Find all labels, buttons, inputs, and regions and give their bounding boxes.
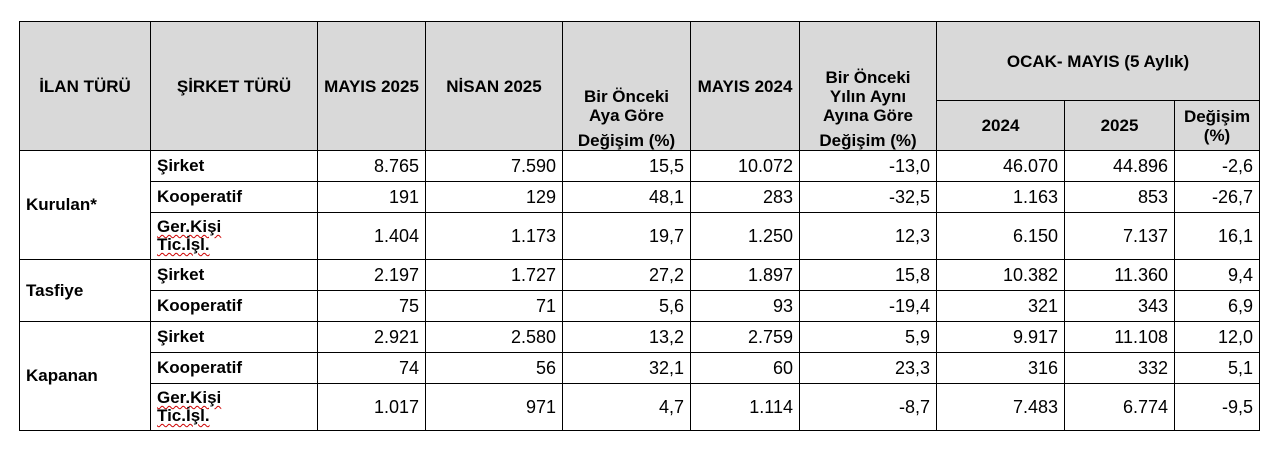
value-cell: -26,7 (1175, 182, 1260, 213)
company-type-cell: Kooperatif (151, 353, 318, 384)
company-type-cell (151, 213, 318, 260)
value-cell: 321 (937, 291, 1065, 322)
value-cell: -19,4 (800, 291, 937, 322)
header-mayis-2024: MAYIS 2024 (691, 22, 800, 151)
value-cell: 8.765 (318, 151, 426, 182)
group-label: Tasfiye (20, 260, 151, 322)
value-cell: 48,1 (563, 182, 691, 213)
value-cell: 5,9 (800, 322, 937, 353)
value-cell: 46.070 (937, 151, 1065, 182)
header-nisan-2025: NİSAN 2025 (426, 22, 563, 151)
value-cell: 2.759 (691, 322, 800, 353)
value-cell: 16,1 (1175, 213, 1260, 260)
value-cell: 93 (691, 291, 800, 322)
header-sirket-turu: ŞİRKET TÜRÜ (151, 22, 318, 151)
value-cell: 10.382 (937, 260, 1065, 291)
company-type-cell: Şirket (151, 322, 318, 353)
value-cell: 129 (426, 182, 563, 213)
value-cell: 9,4 (1175, 260, 1260, 291)
value-cell: -8,7 (800, 384, 937, 431)
header-yila-gore (800, 22, 937, 151)
company-type-cell: Kooperatif (151, 182, 318, 213)
value-cell: 6,9 (1175, 291, 1260, 322)
value-cell: 1.017 (318, 384, 426, 431)
table-row (20, 353, 1260, 384)
header-yila-gore-bottom: Değişim (%) (819, 131, 917, 150)
value-cell: 2.580 (426, 322, 563, 353)
value-cell: 4,7 (563, 384, 691, 431)
value-cell: 283 (691, 182, 800, 213)
value-cell: 1.173 (426, 213, 563, 260)
value-cell: 75 (318, 291, 426, 322)
header-aya-gore-bottom: Değişim (%) (577, 131, 676, 150)
table-row (20, 213, 1260, 260)
value-cell: 7.483 (937, 384, 1065, 431)
value-cell: -2,6 (1175, 151, 1260, 182)
value-cell: 12,0 (1175, 322, 1260, 353)
value-cell: 23,3 (800, 353, 937, 384)
header-aya-gore (563, 22, 691, 151)
value-cell: 343 (1065, 291, 1175, 322)
company-type-cell: Şirket (151, 260, 318, 291)
value-cell: 1.163 (937, 182, 1065, 213)
header-ocak-mayis: OCAK- MAYIS (5 Aylık) (937, 22, 1260, 101)
header-yila-gore-top: Bir Önceki Yılın Aynı Ayına Göre (822, 68, 914, 125)
table-row (20, 182, 1260, 213)
value-cell: 191 (318, 182, 426, 213)
value-cell: 853 (1065, 182, 1175, 213)
value-cell: -13,0 (800, 151, 937, 182)
value-cell: 74 (318, 353, 426, 384)
company-type-label: Tic.İşl. (157, 235, 210, 254)
value-cell: 5,1 (1175, 353, 1260, 384)
header-ilan-turu: İLAN TÜRÜ (20, 22, 151, 151)
value-cell: 6.774 (1065, 384, 1175, 431)
table-row (20, 151, 1260, 182)
value-cell: 44.896 (1065, 151, 1175, 182)
company-type-label: Ger.Kişi (157, 217, 222, 236)
company-type-cell: Kooperatif (151, 291, 318, 322)
value-cell: 15,5 (563, 151, 691, 182)
header-aya-gore-top: Bir Önceki Aya Göre (583, 87, 670, 125)
value-cell: -32,5 (800, 182, 937, 213)
value-cell: 2.197 (318, 260, 426, 291)
table-row (20, 291, 1260, 322)
table-row (20, 384, 1260, 431)
value-cell: 1.727 (426, 260, 563, 291)
value-cell: 1.114 (691, 384, 800, 431)
value-cell: 32,1 (563, 353, 691, 384)
value-cell: 19,7 (563, 213, 691, 260)
value-cell: 332 (1065, 353, 1175, 384)
value-cell: 1.404 (318, 213, 426, 260)
value-cell: 971 (426, 384, 563, 431)
company-type-label: Ger.Kişi (157, 388, 222, 407)
header-2025: 2025 (1065, 101, 1175, 151)
table-body (20, 151, 1260, 431)
value-cell: 11.108 (1065, 322, 1175, 353)
value-cell: 60 (691, 353, 800, 384)
value-cell: 1.897 (691, 260, 800, 291)
company-type-cell: Şirket (151, 151, 318, 182)
table-row (20, 260, 1260, 291)
group-label: Kapanan (20, 322, 151, 431)
value-cell: 7.590 (426, 151, 563, 182)
value-cell: 9.917 (937, 322, 1065, 353)
table-row (20, 322, 1260, 353)
value-cell: 316 (937, 353, 1065, 384)
header-mayis-2025: MAYIS 2025 (318, 22, 426, 151)
company-type-label: Tic.İşl. (157, 406, 210, 425)
value-cell: 11.360 (1065, 260, 1175, 291)
value-cell: 10.072 (691, 151, 800, 182)
value-cell: 71 (426, 291, 563, 322)
value-cell: 15,8 (800, 260, 937, 291)
value-cell: 27,2 (563, 260, 691, 291)
table-header (20, 22, 1260, 151)
value-cell: 7.137 (1065, 213, 1175, 260)
statistics-table (19, 21, 1260, 431)
value-cell: 56 (426, 353, 563, 384)
group-label: Kurulan* (20, 151, 151, 260)
value-cell: 5,6 (563, 291, 691, 322)
value-cell: 6.150 (937, 213, 1065, 260)
company-type-cell (151, 384, 318, 431)
header-2024: 2024 (937, 101, 1065, 151)
value-cell: 13,2 (563, 322, 691, 353)
value-cell: -9,5 (1175, 384, 1260, 431)
value-cell: 2.921 (318, 322, 426, 353)
value-cell: 1.250 (691, 213, 800, 260)
header-degisim: Değişim (%) (1175, 101, 1260, 151)
value-cell: 12,3 (800, 213, 937, 260)
